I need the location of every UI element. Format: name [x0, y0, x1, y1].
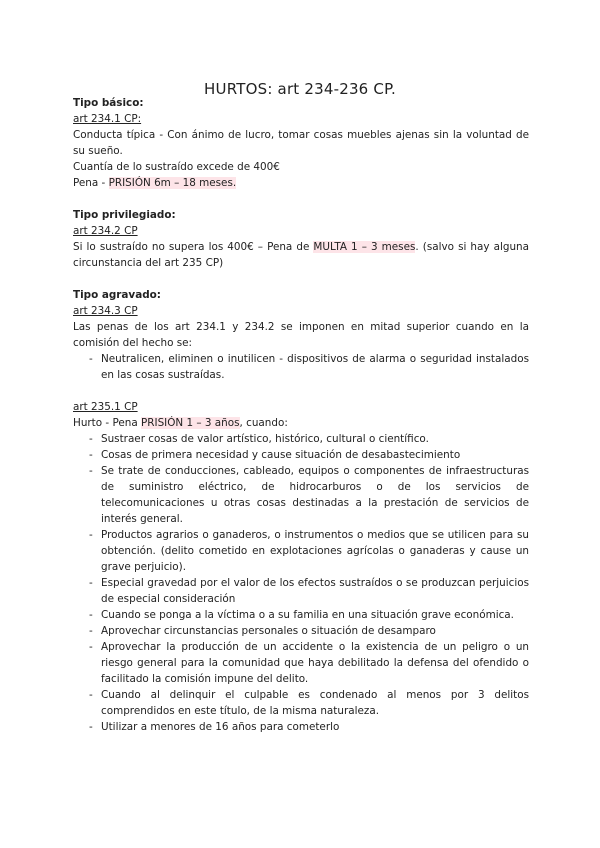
heading-tipo-privilegiado: Tipo privilegiado:	[73, 209, 176, 221]
privilegiado-text	[73, 239, 529, 271]
list-item: - Cuando se ponga a la víctima o a su familia en una situación grave económica.	[73, 607, 529, 623]
spacer	[73, 383, 529, 399]
pena-basico	[73, 175, 529, 191]
conducta-tipica: Conducta típica - Con ánimo de lucro, tomar cosas muebles ajenas sin la voluntad de su sueño.	[73, 129, 529, 157]
list-item: - Utilizar a menores de 16 años para cometerlo	[73, 719, 529, 735]
agravado-text: Las penas de los art 234.1 y 234.2 se imponen en mitad superior cuando en la comisión del hecho se:	[73, 321, 529, 349]
list-item: - Aprovechar la producción de un accidente o la existencia de un peligro o un riesgo general para la comunidad que haya debilitado la defensa del ofendido o facilitado la comisión impune del delito.	[73, 639, 529, 687]
art235-intro-post: , cuando:	[239, 417, 288, 429]
article-ref-234-3: art 234.3 CP	[73, 305, 138, 317]
privilegiado-text-pre: Si lo sustraído no supera los 400€ – Pena de	[73, 241, 314, 253]
document-body	[73, 95, 529, 735]
list-item: - Especial gravedad por el valor de los efectos sustraídos o se produzcan perjuicios de especial consideración	[73, 575, 529, 607]
art235-list	[73, 431, 529, 735]
list-item: - Neutralicen, eliminen o inutilicen - dispositivos de alarma o seguridad instalados en las cosas sustraídas.	[73, 351, 529, 383]
privilegiado-text-post: . (salvo si hay alguna circunstancia del art 235 CP)	[73, 241, 529, 269]
art235-intro	[73, 415, 529, 431]
page-title: HURTOS: art 234-236 CP.	[204, 80, 396, 98]
heading-tipo-basico: Tipo básico:	[73, 97, 144, 109]
pena-highlight: PRISIÓN 6m – 18 meses.	[108, 177, 237, 189]
cuantia: Cuantía de lo sustraído excede de 400€	[73, 161, 280, 173]
pena-label: Pena -	[73, 177, 109, 189]
spacer	[73, 191, 529, 207]
list-item: - Se trate de conducciones, cableado, equipos o componentes de infraestructuras de suministro eléctrico, de hidrocarburos o de los servicios de telecomunicaciones u otras cosas destinadas a la prestación de servicios de interés general.	[73, 463, 529, 527]
article-ref-234-1: art 234.1 CP:	[73, 113, 142, 125]
list-item: - Productos agrarios o ganaderos, o instrumentos o medios que se utilicen para su obtención. (delito cometido en explotaciones agrícolas o ganaderas y cause un grave perjuicio).	[73, 527, 529, 575]
list-item: - Cosas de primera necesidad y cause situación de desabastecimiento	[73, 447, 529, 463]
section-tipo-privilegiado	[73, 207, 529, 271]
section-tipo-basico	[73, 95, 529, 191]
multa-highlight: MULTA 1 – 3 meses	[313, 241, 416, 253]
article-ref-235-1: art 235.1 CP	[73, 401, 138, 413]
list-item: - Sustraer cosas de valor artístico, histórico, cultural o científico.	[73, 431, 529, 447]
art235-intro-pre: Hurto - Pena	[73, 417, 142, 429]
section-tipo-agravado	[73, 287, 529, 383]
list-item: - Aprovechar circunstancias personales o situación de desamparo	[73, 623, 529, 639]
heading-tipo-agravado: Tipo agravado:	[73, 289, 161, 301]
spacer	[73, 271, 529, 287]
agravado-list	[73, 351, 529, 383]
section-art-235-1	[73, 399, 529, 735]
list-item: - Cuando al delinquir el culpable es condenado al menos por 3 delitos comprendidos en este título, de la misma naturaleza.	[73, 687, 529, 719]
prision-highlight: PRISIÓN 1 – 3 años	[141, 417, 240, 429]
article-ref-234-2: art 234.2 CP	[73, 225, 138, 237]
